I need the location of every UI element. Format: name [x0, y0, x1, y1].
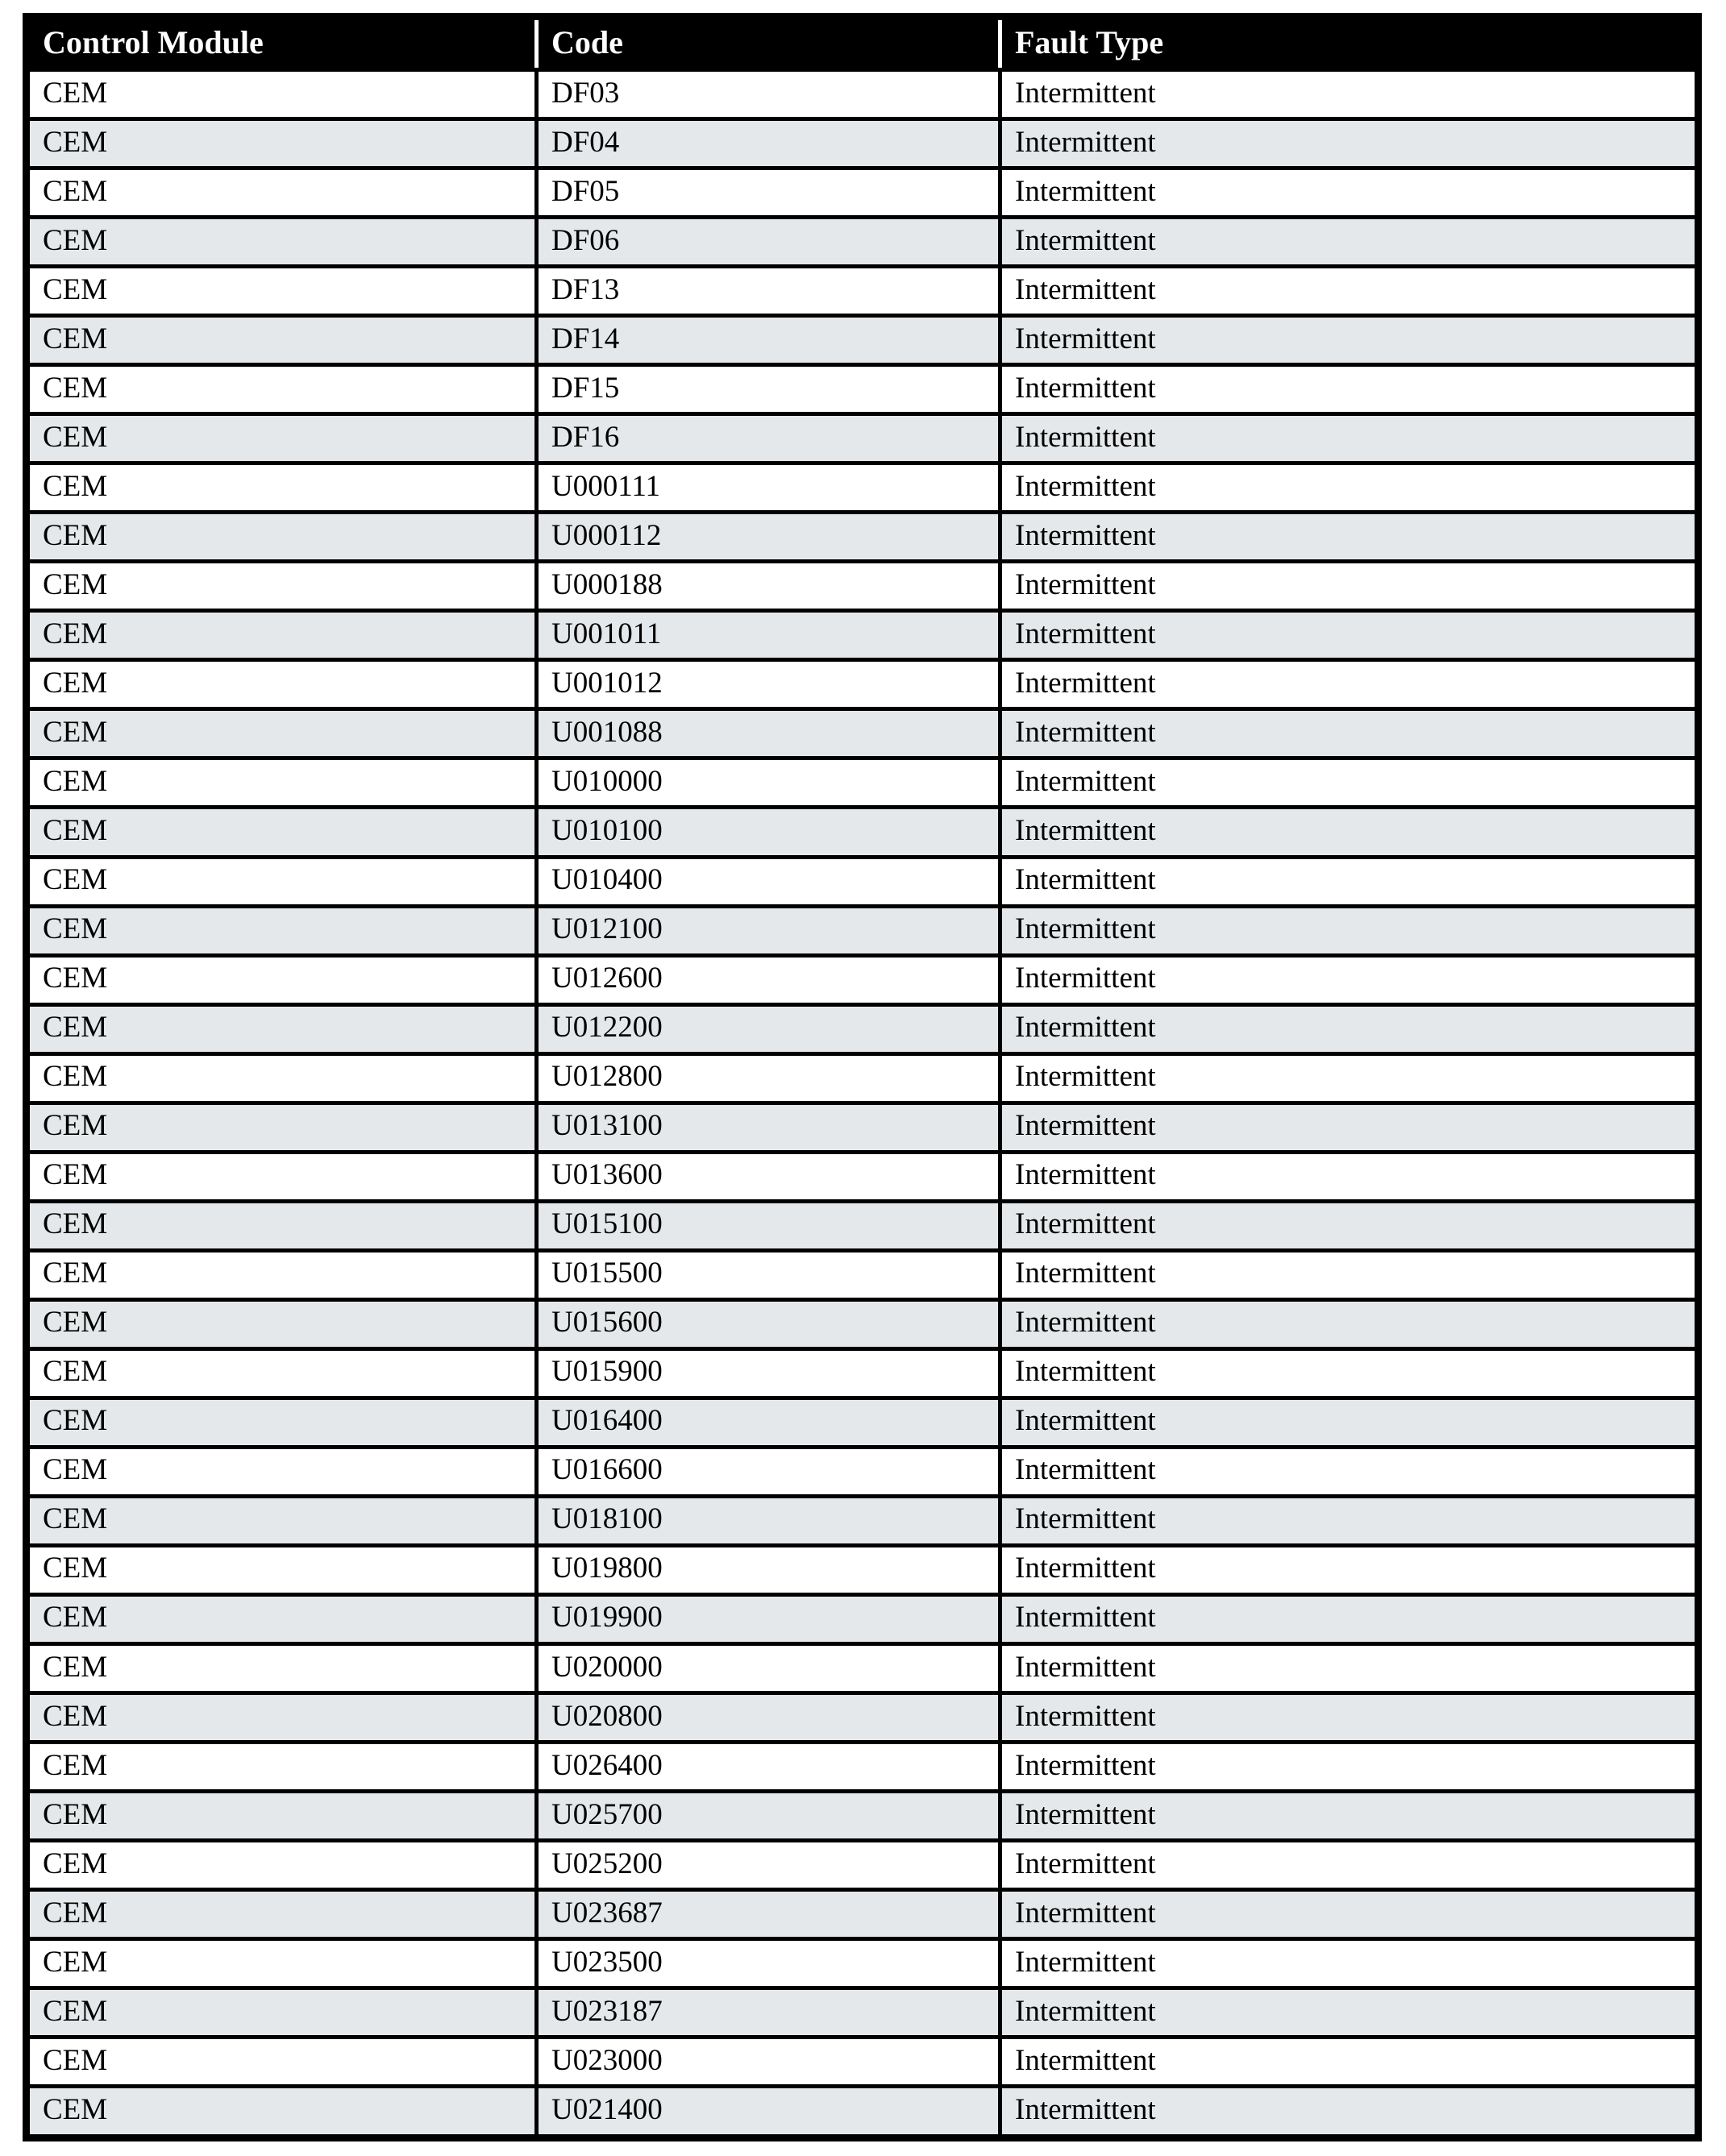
code-cell: U015100 — [537, 1201, 1000, 1250]
column-header-control-module: Control Module — [27, 17, 537, 70]
fault-cell: Intermittent — [1000, 955, 1699, 1004]
table-row — [27, 1398, 1699, 1447]
fault-cell: Intermittent — [1000, 1890, 1699, 1939]
module-cell: CEM — [27, 2087, 537, 2138]
fault-cell: Intermittent — [1000, 1103, 1699, 1152]
module-cell: CEM — [27, 955, 537, 1004]
fault-cell: Intermittent — [1000, 1988, 1699, 2038]
module-cell: CEM — [27, 1103, 537, 1152]
module-cell: CEM — [27, 218, 537, 267]
table-row — [27, 1299, 1699, 1348]
code-cell: U023687 — [537, 1890, 1000, 1939]
fault-cell: Intermittent — [1000, 316, 1699, 365]
fault-cell: Intermittent — [1000, 463, 1699, 513]
code-cell: U015600 — [537, 1299, 1000, 1348]
module-cell: CEM — [27, 1004, 537, 1053]
fault-cell: Intermittent — [1000, 906, 1699, 955]
table-row — [27, 562, 1699, 611]
code-cell: U015500 — [537, 1250, 1000, 1299]
table-row — [27, 1890, 1699, 1939]
table-body — [27, 70, 1699, 2138]
fault-cell: Intermittent — [1000, 365, 1699, 414]
code-cell: U023500 — [537, 1939, 1000, 1988]
code-cell: U010100 — [537, 808, 1000, 857]
module-cell: CEM — [27, 611, 537, 660]
table-row — [27, 1988, 1699, 2038]
fault-cell: Intermittent — [1000, 1841, 1699, 1890]
code-cell: U023187 — [537, 1988, 1000, 2038]
code-cell: U023000 — [537, 2038, 1000, 2087]
module-cell: CEM — [27, 1299, 537, 1348]
module-cell: CEM — [27, 660, 537, 709]
module-cell: CEM — [27, 1792, 537, 1841]
code-cell: U015900 — [537, 1348, 1000, 1398]
table-row — [27, 267, 1699, 316]
table-row — [27, 1348, 1699, 1398]
code-cell: U025700 — [537, 1792, 1000, 1841]
column-header-fault-type: Fault Type — [1000, 17, 1699, 70]
fault-cell: Intermittent — [1000, 1496, 1699, 1545]
table-row — [27, 1004, 1699, 1053]
code-cell: U012100 — [537, 906, 1000, 955]
module-cell: CEM — [27, 1250, 537, 1299]
column-header-code: Code — [537, 17, 1000, 70]
code-cell: U000112 — [537, 513, 1000, 562]
code-cell: U001012 — [537, 660, 1000, 709]
table-row — [27, 119, 1699, 168]
table-row — [27, 1201, 1699, 1250]
table-row — [27, 1545, 1699, 1594]
fault-cell: Intermittent — [1000, 611, 1699, 660]
fault-cell: Intermittent — [1000, 1152, 1699, 1201]
module-cell: CEM — [27, 168, 537, 218]
fault-cell: Intermittent — [1000, 218, 1699, 267]
module-cell: CEM — [27, 365, 537, 414]
module-cell: CEM — [27, 119, 537, 168]
code-cell: DF14 — [537, 316, 1000, 365]
table-row — [27, 463, 1699, 513]
table-row — [27, 414, 1699, 463]
module-cell: CEM — [27, 1890, 537, 1939]
code-cell: U012600 — [537, 955, 1000, 1004]
table-row — [27, 168, 1699, 218]
code-cell: U020800 — [537, 1693, 1000, 1743]
code-cell: DF15 — [537, 365, 1000, 414]
fault-cell: Intermittent — [1000, 414, 1699, 463]
module-cell: CEM — [27, 1152, 537, 1201]
table-row — [27, 1152, 1699, 1201]
module-cell: CEM — [27, 70, 537, 119]
fault-cell: Intermittent — [1000, 709, 1699, 758]
fault-cell: Intermittent — [1000, 1004, 1699, 1053]
module-cell: CEM — [27, 414, 537, 463]
code-cell: DF13 — [537, 267, 1000, 316]
module-cell: CEM — [27, 1201, 537, 1250]
table-row — [27, 1693, 1699, 1743]
fault-cell: Intermittent — [1000, 758, 1699, 808]
fault-code-table — [23, 13, 1702, 2141]
table-row — [27, 906, 1699, 955]
fault-cell: Intermittent — [1000, 857, 1699, 906]
fault-cell: Intermittent — [1000, 1939, 1699, 1988]
code-cell: U021400 — [537, 2087, 1000, 2138]
table-row — [27, 611, 1699, 660]
table-row — [27, 2038, 1699, 2087]
fault-cell: Intermittent — [1000, 1299, 1699, 1348]
fault-cell: Intermittent — [1000, 513, 1699, 562]
fault-cell: Intermittent — [1000, 1398, 1699, 1447]
code-cell: U010000 — [537, 758, 1000, 808]
fault-cell: Intermittent — [1000, 1792, 1699, 1841]
code-cell: U026400 — [537, 1743, 1000, 1792]
code-cell: DF16 — [537, 414, 1000, 463]
code-cell: U013600 — [537, 1152, 1000, 1201]
code-cell: U020000 — [537, 1644, 1000, 1693]
code-cell: U000188 — [537, 562, 1000, 611]
code-cell: U013100 — [537, 1103, 1000, 1152]
fault-cell: Intermittent — [1000, 562, 1699, 611]
module-cell: CEM — [27, 1841, 537, 1890]
fault-cell: Intermittent — [1000, 1545, 1699, 1594]
code-cell: U016400 — [537, 1398, 1000, 1447]
fault-cell: Intermittent — [1000, 1447, 1699, 1496]
module-cell: CEM — [27, 267, 537, 316]
table-row — [27, 1841, 1699, 1890]
module-cell: CEM — [27, 1053, 537, 1103]
fault-cell: Intermittent — [1000, 1743, 1699, 1792]
table-row — [27, 1644, 1699, 1693]
fault-cell: Intermittent — [1000, 1053, 1699, 1103]
fault-cell: Intermittent — [1000, 1201, 1699, 1250]
table-row — [27, 1053, 1699, 1103]
table-row — [27, 218, 1699, 267]
code-cell: DF05 — [537, 168, 1000, 218]
table-row — [27, 1496, 1699, 1545]
fault-cell: Intermittent — [1000, 168, 1699, 218]
module-cell: CEM — [27, 513, 537, 562]
module-cell: CEM — [27, 1545, 537, 1594]
table-row — [27, 1594, 1699, 1643]
module-cell: CEM — [27, 857, 537, 906]
code-cell: U025200 — [537, 1841, 1000, 1890]
code-cell: U001088 — [537, 709, 1000, 758]
fault-cell: Intermittent — [1000, 660, 1699, 709]
fault-cell: Intermittent — [1000, 1644, 1699, 1693]
module-cell: CEM — [27, 1398, 537, 1447]
table-row — [27, 1103, 1699, 1152]
code-cell: DF06 — [537, 218, 1000, 267]
code-cell: U012800 — [537, 1053, 1000, 1103]
table-row — [27, 857, 1699, 906]
code-cell: U018100 — [537, 1496, 1000, 1545]
table-row — [27, 709, 1699, 758]
fault-cell: Intermittent — [1000, 1250, 1699, 1299]
code-cell: U010400 — [537, 857, 1000, 906]
module-cell: CEM — [27, 1348, 537, 1398]
fault-cell: Intermittent — [1000, 267, 1699, 316]
table-row — [27, 1447, 1699, 1496]
module-cell: CEM — [27, 1988, 537, 2038]
table-row — [27, 758, 1699, 808]
module-cell: CEM — [27, 1693, 537, 1743]
module-cell: CEM — [27, 808, 537, 857]
module-cell: CEM — [27, 1644, 537, 1693]
fault-cell: Intermittent — [1000, 1348, 1699, 1398]
table-row — [27, 1250, 1699, 1299]
fault-cell: Intermittent — [1000, 70, 1699, 119]
module-cell: CEM — [27, 1939, 537, 1988]
code-cell: DF04 — [537, 119, 1000, 168]
module-cell: CEM — [27, 316, 537, 365]
fault-cell: Intermittent — [1000, 808, 1699, 857]
table-row — [27, 660, 1699, 709]
code-cell: U000111 — [537, 463, 1000, 513]
fault-cell: Intermittent — [1000, 1594, 1699, 1643]
table-row — [27, 1939, 1699, 1988]
table-row — [27, 316, 1699, 365]
module-cell: CEM — [27, 709, 537, 758]
table-row — [27, 1792, 1699, 1841]
module-cell: CEM — [27, 2038, 537, 2087]
table-row — [27, 808, 1699, 857]
table-header — [27, 17, 1699, 70]
module-cell: CEM — [27, 1496, 537, 1545]
module-cell: CEM — [27, 1743, 537, 1792]
module-cell: CEM — [27, 758, 537, 808]
fault-cell: Intermittent — [1000, 2087, 1699, 2138]
table-row — [27, 365, 1699, 414]
module-cell: CEM — [27, 1447, 537, 1496]
table-row — [27, 513, 1699, 562]
module-cell: CEM — [27, 906, 537, 955]
code-cell: U016600 — [537, 1447, 1000, 1496]
code-cell: U012200 — [537, 1004, 1000, 1053]
fault-cell: Intermittent — [1000, 119, 1699, 168]
table-row — [27, 70, 1699, 119]
code-cell: DF03 — [537, 70, 1000, 119]
fault-cell: Intermittent — [1000, 2038, 1699, 2087]
code-cell: U019800 — [537, 1545, 1000, 1594]
table-row — [27, 955, 1699, 1004]
table-row — [27, 1743, 1699, 1792]
code-cell: U001011 — [537, 611, 1000, 660]
header-row — [27, 17, 1699, 70]
code-cell: U019900 — [537, 1594, 1000, 1643]
module-cell: CEM — [27, 1594, 537, 1643]
fault-cell: Intermittent — [1000, 1693, 1699, 1743]
table-row — [27, 2087, 1699, 2138]
module-cell: CEM — [27, 562, 537, 611]
module-cell: CEM — [27, 463, 537, 513]
